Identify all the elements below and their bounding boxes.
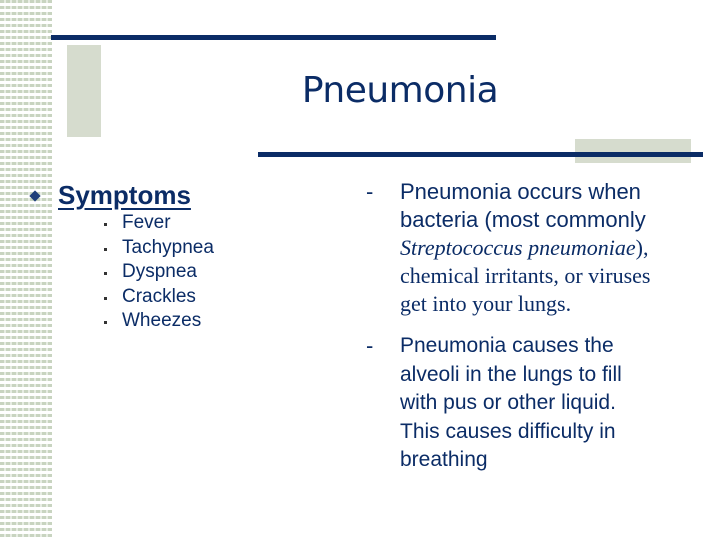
text-line: chemical irritants, or viruses — [400, 263, 651, 288]
text-line: with pus or other liquid. — [400, 391, 616, 414]
description-item-effect — [366, 332, 696, 475]
symptoms-heading: Symptoms — [58, 180, 191, 210]
list-item — [104, 260, 214, 285]
text-line: get into your lungs. — [400, 291, 572, 316]
text-line: bacteria (most commonly — [400, 207, 646, 232]
symptom-label: Dyspnea — [122, 261, 197, 283]
description-body — [400, 332, 696, 475]
text-fragment: ), — [635, 235, 649, 260]
list-item — [104, 211, 214, 236]
description-body — [400, 178, 696, 318]
text-line: breathing — [400, 448, 488, 471]
symptom-list — [104, 211, 214, 334]
square-bullet-icon — [104, 297, 107, 300]
description-column — [366, 178, 696, 489]
left-decorative-stripe — [0, 0, 52, 540]
symptom-label: Crackles — [122, 285, 196, 307]
dash-bullet: - — [366, 333, 374, 358]
top-rule — [51, 35, 496, 40]
dash-bullet: - — [366, 179, 374, 204]
text-line: Pneumonia occurs when — [400, 179, 641, 204]
text-line — [400, 234, 696, 262]
text-line: alveoli in the lungs to fill — [400, 362, 622, 386]
text-line: This causes difficulty in — [400, 419, 616, 443]
decorative-block-right — [575, 139, 691, 163]
list-item — [104, 285, 214, 310]
text-line: Pneumonia causes the — [400, 334, 614, 357]
symptoms-heading-row — [28, 180, 191, 211]
symptom-label: Fever — [122, 212, 171, 234]
square-bullet-icon — [104, 223, 107, 226]
square-bullet-icon — [104, 321, 107, 324]
list-item — [104, 309, 214, 334]
list-item — [104, 236, 214, 261]
symptom-label: Wheezes — [122, 310, 202, 332]
diamond-bullet-icon — [29, 190, 40, 201]
square-bullet-icon — [104, 248, 107, 251]
slide-title: Pneumonia — [301, 70, 499, 111]
organism-name: Streptococcus pneumoniae — [400, 235, 636, 260]
description-item-cause — [366, 178, 696, 318]
bottom-rule — [258, 152, 703, 157]
symptom-label: Tachypnea — [122, 236, 214, 258]
square-bullet-icon — [104, 272, 107, 275]
decorative-block-top — [67, 45, 101, 137]
